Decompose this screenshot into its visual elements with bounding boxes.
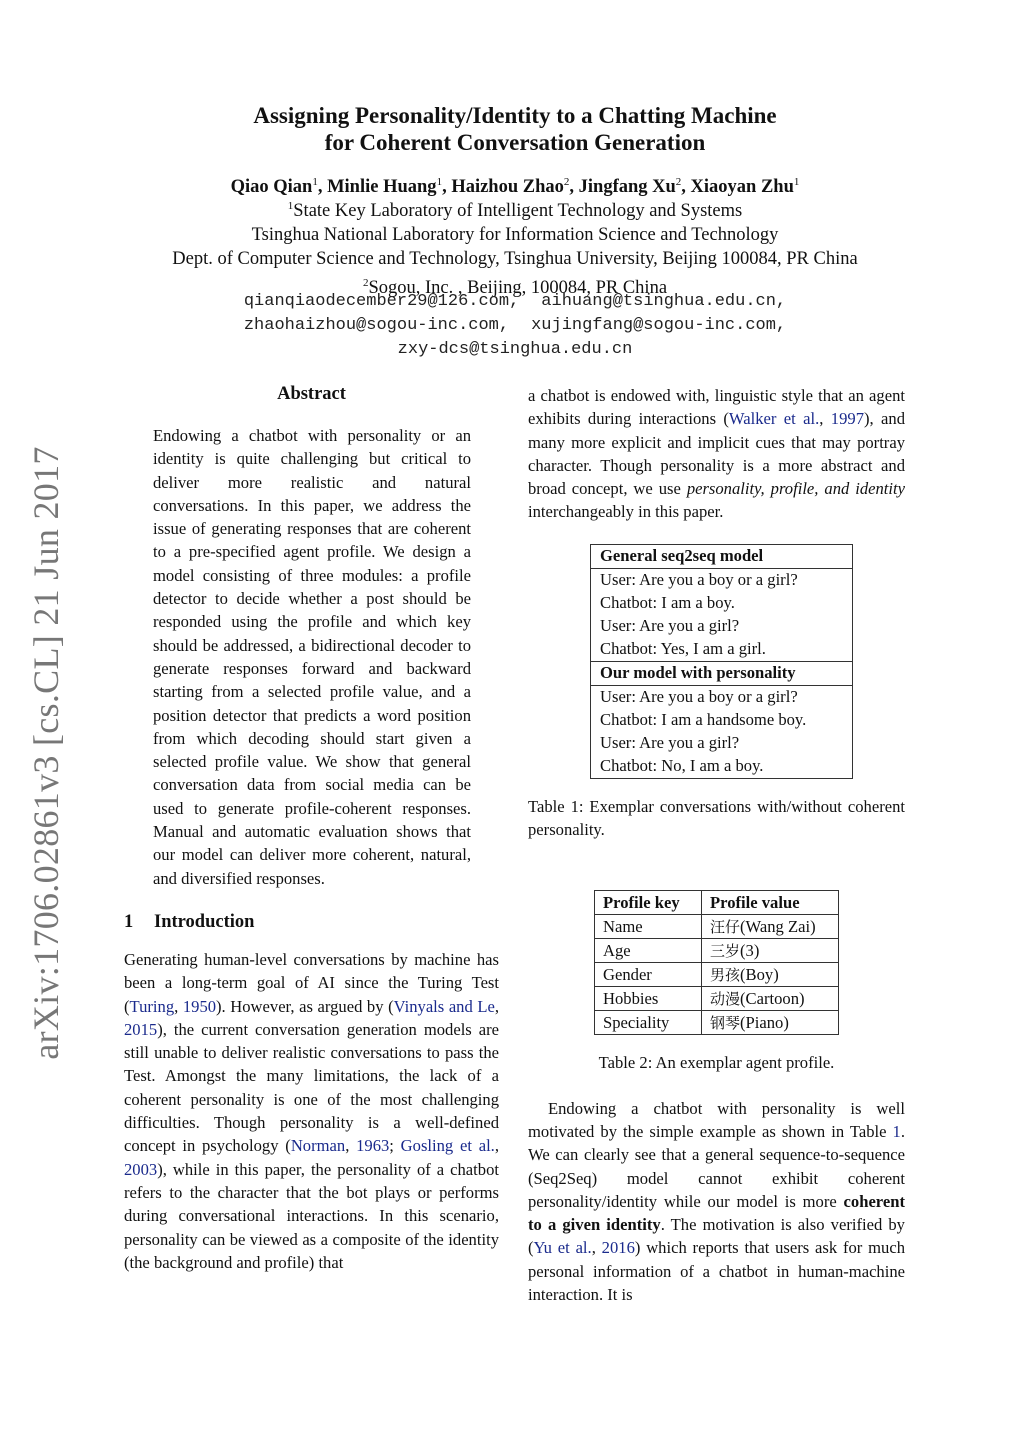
affiliation-mark: 2 [362, 277, 369, 290]
citation-link[interactable]: 1950 [182, 996, 217, 1016]
table-row: User: Are you a boy or a girl? [591, 685, 853, 709]
abstract-text: Endowing a chatbot with personality or an identity is quite challenging but critical to deliver more realistic and natural conversations. In this paper, we address the issue of generating responses that are coherent to a pre-specified agent profile. We design a model consisting of three modules: a profile detector to decide whether a post should be responded using the profile and which key should be addressed, a bidirectional decoder to generate responses forward and backward starting from a selected profile value, and a position detector that predicts a word position from which decoding should start given a selected profile value. We show that general conversation data from social media can be used to generate profile-coherent responses. Manual and automatic evaluation shows that our model can deliver more coherent, natural, and diversified responses. [153, 426, 471, 888]
title-line-2: for Coherent Conversation Generation [324, 130, 706, 155]
intro-paragraph-1-continued [528, 384, 905, 524]
profile-value-latin: (Boy) [740, 964, 779, 984]
text-run: , [819, 409, 831, 429]
profile-key-cell: Age [595, 939, 702, 963]
table-1-conversations [590, 544, 853, 779]
affiliations [100, 194, 930, 300]
citation-link[interactable]: Gosling et al. [400, 1136, 495, 1156]
profile-key-cell: Speciality [595, 1011, 702, 1035]
citation-link[interactable]: Vinyals and Le [393, 996, 495, 1016]
text-run: . We can clearly see that a general sequence-to-sequence (Seq2Seq) model cannot exhibit coherent personality/identity while our model is more [528, 1121, 905, 1211]
author-affiliation-mark: 1 [436, 176, 443, 188]
affiliation-mark: 1 [287, 200, 294, 212]
text-run: , [591, 1238, 602, 1258]
table-1-caption: Table 1: Exemplar conversations with/without coherent personality. [528, 796, 905, 840]
citation-link[interactable]: Yu et al. [533, 1238, 592, 1258]
profile-value-cell [702, 1011, 839, 1035]
author-affiliation-mark: 2 [563, 176, 570, 188]
section-number: 1 [124, 911, 134, 932]
email-link[interactable]: zhaohaizhou@sogou-inc.com, [243, 316, 510, 335]
affiliation-1-line-1 [100, 194, 930, 223]
table-header: Our model with personality [591, 661, 853, 685]
author-affiliation-mark: 2 [675, 176, 682, 188]
email-link[interactable]: zxy-dcs@tsinghua.edu.cn [397, 340, 633, 359]
profile-value-latin: (Piano) [740, 1012, 789, 1032]
table-row: Chatbot: Yes, I am a girl. [591, 638, 853, 662]
text-run: Generating human-level conversations by machine has been a long-term goal of AI since the Turing Test ( [124, 949, 499, 1016]
author-name: Minlie Huang [327, 177, 437, 198]
affiliation-1-line-3: Dept. of Computer Science and Technology, Tsinghua University, Beijing 100084, PR China [172, 249, 858, 270]
citation-link[interactable]: Norman [290, 1136, 346, 1156]
text-run: ; [389, 1136, 401, 1156]
table-row: Chatbot: I am a handsome boy. [591, 709, 853, 732]
author-name: Haizhou Zhao [451, 177, 564, 198]
right-column [528, 384, 905, 1306]
profile-value-cell [702, 963, 839, 987]
affiliation-text: State Key Laboratory of Intelligent Technology and Systems [293, 201, 743, 222]
profile-value-cell [702, 987, 839, 1011]
profile-value-latin: (3) [740, 940, 760, 960]
email-link[interactable]: qianqiaodecember29@126.com, [243, 292, 520, 311]
table-reference-link[interactable]: 1 [892, 1121, 901, 1141]
author-name: Xiaoyan Zhu [690, 177, 794, 198]
section-title: Introduction [154, 911, 255, 932]
email-link[interactable]: aihuang@tsinghua.edu.cn, [541, 292, 787, 311]
citation-link[interactable]: 2003 [124, 1159, 158, 1179]
affiliation-1-line-2: Tsinghua National Laboratory for Information Science and Technology [251, 225, 779, 246]
bold-text: coherent to a given identity [528, 1191, 905, 1235]
profile-value-cell [702, 939, 839, 963]
author-emails [100, 290, 930, 362]
profile-value-cjk: 钢琴 [710, 1013, 741, 1032]
text-run: , [494, 996, 499, 1016]
profile-key-cell: Hobbies [595, 987, 702, 1011]
table-row: Chatbot: No, I am a boy. [591, 755, 853, 779]
abstract-heading: Abstract [277, 384, 346, 404]
citation-link[interactable]: Walker et al. [728, 409, 820, 429]
affiliation-text: Sogou, Inc. , Beijing, 100084, PR China [368, 278, 668, 299]
table-header: Profile value [702, 891, 839, 915]
table-2-caption: Table 2: An exemplar agent profile. [598, 1053, 835, 1073]
profile-value-cjk: 三岁 [710, 941, 741, 960]
title-line-1: Assigning Personality/Identity to a Chatting Machine [253, 103, 777, 128]
arxiv-identifier: arXiv:1706.02861v3 [cs.CL] 21 Jun 2017 [26, 446, 66, 1060]
text-run: , [174, 996, 183, 1016]
emphasis-text: personality, profile, and identity [686, 479, 906, 499]
profile-value-cjk: 动漫 [710, 989, 741, 1008]
text-run: ), the current conversation generation models are still unable to deliver realistic conversations to pass the Test. Amongst the many limitations, the lack of a coherent personality is one of the most challenging difficulties. Though personality is a well-defined concept in psychology ( [124, 1019, 499, 1156]
citation-link[interactable]: 2016 [601, 1238, 635, 1258]
citation-link[interactable]: 1997 [830, 409, 864, 429]
profile-key-cell: Gender [595, 963, 702, 987]
paper-title [120, 102, 910, 156]
author-name: Jingfang Xu [578, 177, 676, 198]
text-run: a chatbot is endowed with, linguistic style that an agent exhibits during interactions ( [528, 386, 905, 429]
profile-value-cell [702, 915, 839, 939]
citation-link[interactable]: 2015 [124, 1019, 158, 1039]
table-row: Chatbot: I am a boy. [591, 592, 853, 615]
text-run: ), and many more explicit and implicit cues that may portray character. Though personality is a more abstract and broad concept, we use [528, 409, 905, 499]
table-header: General seq2seq model [591, 544, 853, 568]
intro-paragraph-2 [528, 1097, 905, 1307]
text-run: , [494, 1136, 499, 1156]
section-heading-introduction [124, 910, 499, 934]
intro-paragraph-1 [124, 948, 499, 1274]
profile-key-cell: Name [595, 915, 702, 939]
email-link[interactable]: xujingfang@sogou-inc.com, [531, 316, 787, 335]
text-run: ) which reports that users ask for much personal information of a chatbot in human-machine interaction. It is [528, 1238, 906, 1305]
text-run: . The motivation is also verified by ( [528, 1215, 905, 1258]
profile-value-cjk: 汪仔 [710, 917, 741, 936]
author-affiliation-mark: 1 [793, 176, 800, 188]
profile-value-latin: (Cartoon) [740, 988, 805, 1008]
table-header: Profile key [595, 891, 702, 915]
table-2-profile [594, 890, 839, 1035]
text-run: ), while in this paper, the personality of a chatbot refers to the character that the bot plays or performs during conversational interactions. In this scenario, personality can be viewed as a composite of the identity (the background and profile) that [124, 1159, 499, 1272]
text-run: interchangeably in this paper. [528, 502, 724, 522]
author-list: Qiao Qian$^1$, Minlie Huang$^1$, Haizhou Zhao$^2$, Jingfang Xu$^2$, Xiaoyan Zhu$^1$ [230, 176, 800, 198]
table-row: User: Are you a girl? [591, 732, 853, 755]
author-affiliation-mark: 1 [312, 176, 318, 188]
profile-value-cjk: 男孩 [710, 965, 741, 984]
citation-link[interactable]: Turing [129, 996, 175, 1016]
text-run: Endowing a chatbot with personality is well motivated by the simple example as shown in Table [528, 1098, 905, 1141]
text-run: , [345, 1136, 357, 1156]
table-row: User: Are you a boy or a girl? [591, 568, 853, 592]
left-column [124, 382, 499, 1274]
text-run: ). However, as argued by ( [216, 996, 394, 1016]
citation-link[interactable]: 1963 [356, 1136, 390, 1156]
profile-value-latin: (Wang Zai) [740, 916, 816, 936]
arxiv-sidebar [14, 448, 78, 1058]
author-name: Qiao Qian [230, 177, 313, 198]
table-row: User: Are you a girl? [591, 615, 853, 638]
